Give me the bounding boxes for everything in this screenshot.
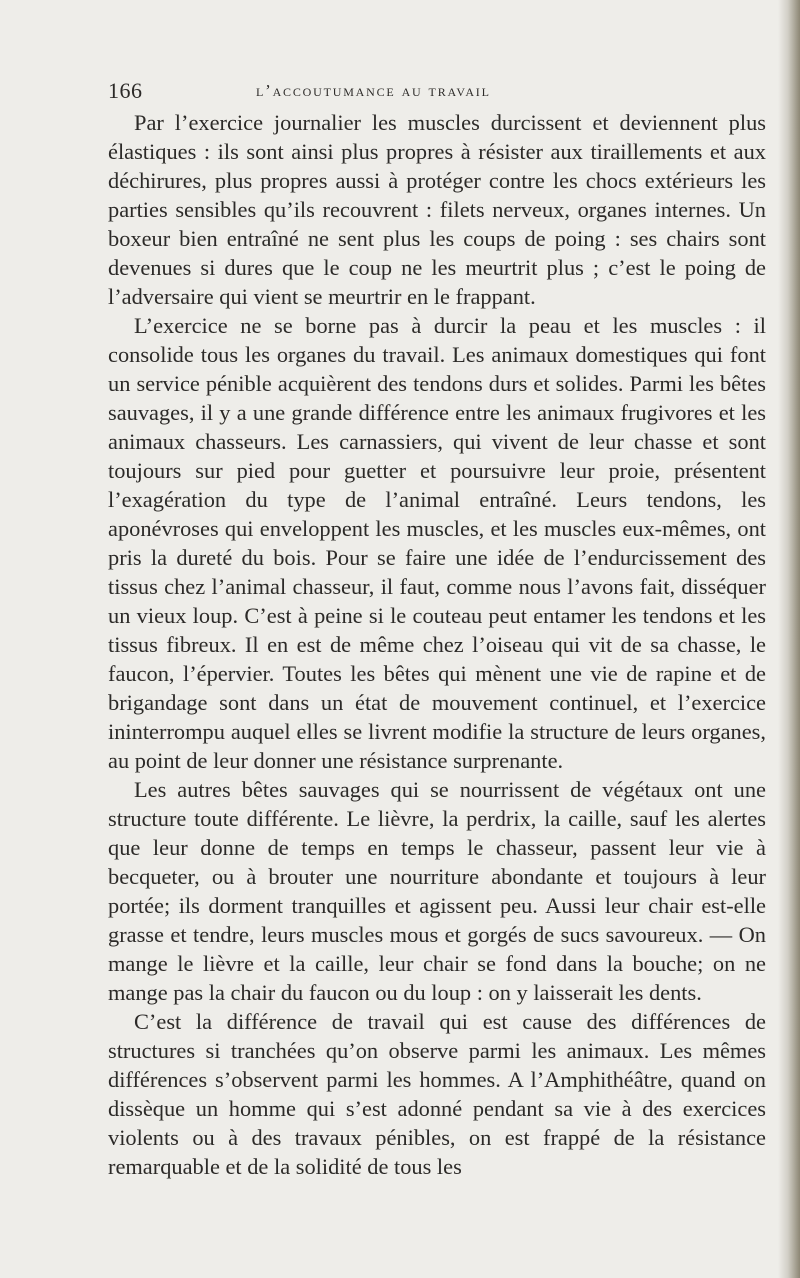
paragraph: Par l’exercice journalier les muscles durcissent et deviennent plus élastiques : ils sont ainsi plus propres à résister aux tiraillements et aux déchirures, plus propres aussi à protéger contre les chocs extérieurs les parties sensibles qu’ils recouvrent : filets nerveux, organes internes. Un boxeur bien entraîné ne sent plus les coups de poing : ses chairs sont devenues si dures que le coup ne les meurtrit plus ; c’est le poing de l’adversaire qui vient se meurtrir en le frappant. [108, 110, 766, 309]
page-header [108, 78, 768, 106]
paragraph: C’est la différence de travail qui est cause des différences de structures si tranchées qu’on observe parmi les animaux. Les mêmes différences s’observent parmi les hommes. A l’Amphithéâtre, quand on dissèque un homme qui s’est adonné pendant sa vie à des exercices violents ou à des travaux pénibles, on est frappé de la résistance remarquable et de la solidité de tous les [108, 1009, 766, 1179]
paragraph: Les autres bêtes sauvages qui se nourrissent de végétaux ont une structure toute différente. Le lièvre, la perdrix, la caille, sauf les alertes que leur donne de temps en temps le chasseur, passent leur vie à becqueter, ou à brouter une nourriture abondante et toujours à leur portée; ils dorment tranquilles et agissent peu. Aussi leur chair est-elle grasse et tendre, leurs muscles mous et gorgés de sucs savoureux. — On mange le lièvre et la caille, leur chair se fond dans la bouche; on ne mange pas la chair du faucon ou du loup : on y laisserait les dents. [108, 777, 766, 1005]
page-edge-shadow [778, 0, 800, 1278]
body-text [108, 108, 766, 1181]
paragraph: L’exercice ne se borne pas à durcir la peau et les muscles : il consolide tous les organes du travail. Les animaux domestiques qui font un service pénible acquièrent des tendons durs et solides. Parmi les bêtes sauvages, il y a une grande différence entre les animaux frugivores et les animaux chasseurs. Les carnassiers, qui vivent de leur chasse et sont toujours sur pied pour guetter et poursuivre leur proie, présentent l’exagération du type de l’animal entraîné. Leurs tendons, les aponévroses qui enveloppent les muscles, et les muscles eux-mêmes, ont pris la dureté du bois. Pour se faire une idée de l’endurcissement des tissus chez l’animal chasseur, il faut, comme nous l’avons fait, disséquer un vieux loup. C’est à peine si le couteau peut entamer les tendons et les tissus fibreux. Il en est de même chez l’oiseau qui vit de sa chasse, le faucon, l’épervier. Toutes les bêtes qui mènent une vie de rapine et de brigandage sont dans un état de mouvement continuel, et l’exercice ininterrompu auquel elles se livrent modifie la structure de leurs organes, au point de leur donner une résistance surprenante. [108, 313, 766, 773]
running-title: l’accoutumance au travail [256, 81, 491, 100]
page-number: 166 [108, 78, 143, 103]
